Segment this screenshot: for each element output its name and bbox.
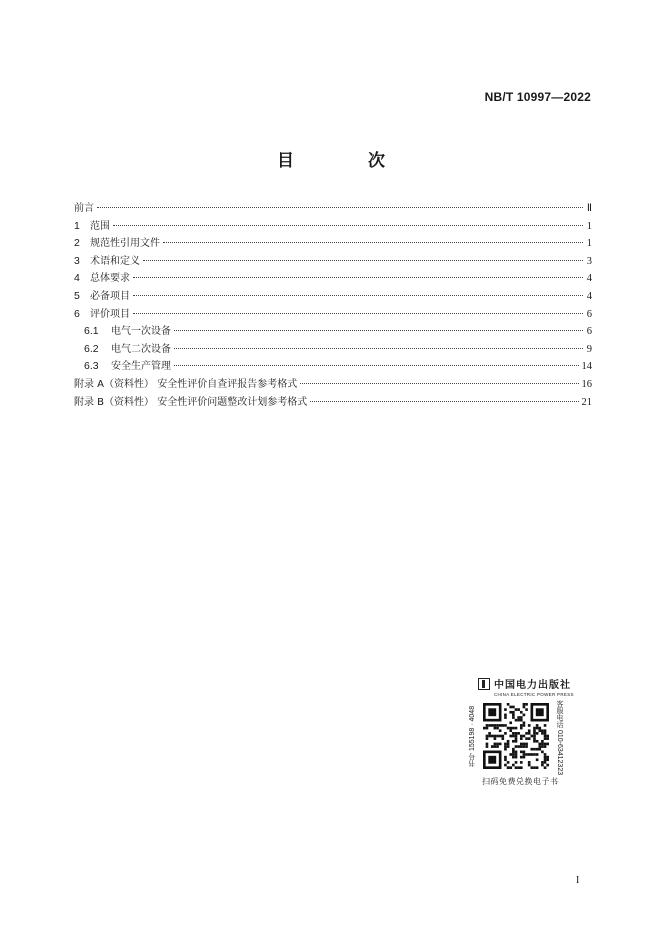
toc-dot-leader [133, 277, 583, 278]
toc-entry-number: 1 [74, 219, 80, 232]
publisher-logo-icon [478, 678, 490, 690]
toc-entry-number: 3 [74, 254, 80, 267]
toc-entry[interactable] [74, 323, 592, 341]
toc-entry-label: 范围 [90, 220, 110, 232]
toc-dot-leader [113, 225, 583, 226]
isbn-vertical-text: 书号 155198 · 4048 [469, 705, 476, 767]
toc-dot-leader [133, 295, 583, 296]
toc-entry-page: 4 [586, 290, 592, 302]
standard-number: NB/T 10997—2022 [484, 90, 591, 104]
toc-entry-label: 总体要求 [90, 273, 130, 285]
table-of-contents [74, 200, 592, 411]
toc-entry-number: 6 [74, 307, 80, 320]
toc-dot-leader [174, 330, 583, 331]
toc-entry-label: 必备项目 [90, 290, 130, 302]
toc-entry-page: Ⅱ [586, 203, 592, 214]
qr-code-icon[interactable] [483, 703, 549, 769]
toc-entry-page: 14 [581, 361, 592, 373]
toc-entry-page: 1 [586, 220, 592, 232]
toc-entry-page: 3 [586, 255, 592, 267]
toc-entry[interactable] [74, 358, 592, 376]
toc-entry-page: 9 [586, 343, 592, 355]
toc-dot-leader [174, 365, 579, 366]
publisher-qr-block [468, 676, 578, 787]
qr-caption: 扫码免费兑换电子书 [482, 777, 559, 786]
toc-dot-leader [163, 242, 583, 243]
toc-entry-page: 4 [586, 273, 592, 285]
toc-entry-number: 6.2 [84, 342, 99, 355]
toc-dot-leader [97, 207, 583, 208]
toc-entry[interactable] [74, 253, 592, 271]
toc-dot-leader [133, 313, 583, 314]
toc-dot-leader [310, 401, 578, 402]
toc-entry[interactable] [74, 306, 592, 324]
toc-entry-page: 16 [581, 378, 592, 390]
toc-title: 目 次 [277, 151, 419, 171]
toc-entry-label: 安全生产管理 [111, 361, 171, 373]
publisher-name-en: CHINA ELECTRIC POWER PRESS [494, 692, 574, 697]
toc-entry-number: 4 [74, 272, 80, 285]
toc-dot-leader [300, 383, 578, 384]
toc-entry-page: 6 [586, 326, 592, 338]
toc-dot-leader [143, 260, 583, 261]
toc-entry-page: 1 [586, 238, 592, 250]
toc-entry-label: 前言 [74, 203, 94, 214]
publisher-logo [478, 676, 578, 691]
toc-entry-page: 6 [586, 308, 592, 320]
toc-dot-leader [174, 348, 583, 349]
toc-entry-label: 规范性引用文件 [90, 238, 160, 250]
toc-entry-label: 电气一次设备 [111, 326, 171, 338]
toc-entry-page: 21 [581, 396, 592, 408]
toc-entry[interactable] [74, 341, 592, 359]
toc-entry-number: 5 [74, 289, 80, 302]
toc-entry-label: 术语和定义 [90, 255, 140, 267]
publisher-name-cn: 中国电力出版社 [494, 680, 571, 691]
toc-entry[interactable] [74, 376, 592, 394]
toc-entry[interactable] [74, 218, 592, 236]
toc-entry-label: 评价项目 [90, 308, 130, 320]
service-phone-vertical-text: 客服电话 010-63412323 [556, 700, 563, 776]
toc-entry-number: 6.1 [84, 325, 99, 338]
toc-entry-label: 附录 B（资料性） 安全性评价问题整改计划参考格式 [74, 396, 308, 408]
toc-entry[interactable] [74, 270, 592, 288]
toc-entry[interactable] [74, 235, 592, 253]
toc-entry[interactable] [74, 394, 592, 412]
toc-entry[interactable] [74, 288, 592, 306]
toc-entry-label: 附录 A（资料性） 安全性评价自查评报告参考格式 [74, 378, 298, 390]
toc-entry[interactable] [74, 200, 592, 218]
toc-entry-label: 电气二次设备 [111, 343, 171, 355]
page-number: I [576, 875, 580, 886]
toc-entry-number: 2 [74, 237, 80, 250]
toc-entry-number: 6.3 [84, 360, 99, 373]
